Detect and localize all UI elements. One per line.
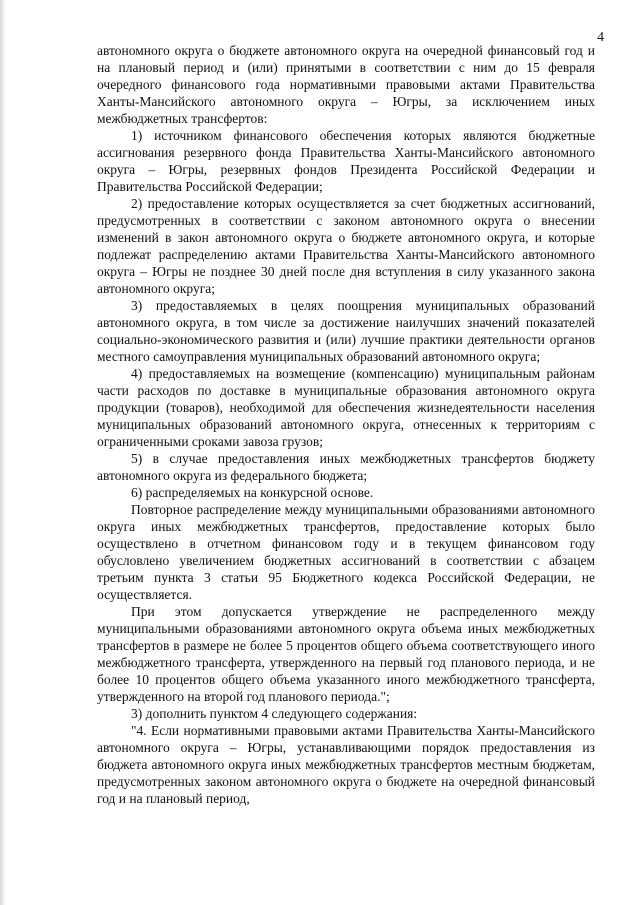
paragraph-item-4: 4) предоставляемых на возмещение (компенсацию) муниципальным районам части расходов по доставке в муниципальные образования автономного округа продукции (товаров), необходимой для обеспечения жизнедеятельности населения муниципальных образований автономного округа, отнесенных к территориям с ограниченными сроками завоза грузов; bbox=[97, 366, 595, 449]
document-body bbox=[97, 42, 595, 807]
paragraph-undistributed-volume: При этом допускается утверждение не распределенного между муниципальными образованиями автономного округа объема иных межбюджетных трансфертов в размере не более 5 процентов общего объема соответствующего иного межбюджетного трансферта, утвержденного на первый год планового периода, и не более 10 процентов общего объема указанного иного межбюджетного трансферта, утвержденного на второй год планового периода."; bbox=[97, 604, 595, 704]
paragraph-redistribution: Повторное распределение между муниципальными образованиями автономного округа иных межбюджетных трансфертов, предоставление которых было осуществлено в отчетном финансовом году и в текущем финансовом году обусловлено увеличением бюджетных ассигнований в соответствии с абзацем третьим пункта 3 статьи 95 Бюджетного кодекса Российской Федерации, не осуществляется. bbox=[97, 502, 595, 602]
paragraph-item-3: 3) предоставляемых в целях поощрения муниципальных образований автономного округа, в том числе за достижение наилучших значений показателей социально-экономического развития и (или) лучшие практики деятельности органов местного самоуправления муниципальных образований автономного округа; bbox=[97, 298, 595, 364]
paragraph-continuation: автономного округа о бюджете автономного округа на очередной финансовый год и на плановый период и (или) принятыми в соответствии с ним до 15 февраля очередного финансового года нормативными правовыми актами Правительства Ханты-Мансийского автономного округа – Югры, за исключением иных межбюджетных трансфертов: bbox=[97, 43, 595, 126]
paragraph-amendment-3: 3) дополнить пунктом 4 следующего содержания: bbox=[131, 706, 418, 721]
paragraph-item-1: 1) источником финансового обеспечения которых являются бюджетные ассигнования резервного фонда Правительства Ханты-Мансийского автономного округа – Югры, резервных фондов Президента Российской Федерации и Правительства Российской Федерации; bbox=[97, 128, 595, 194]
paragraph-point-4: "4. Если нормативными правовыми актами Правительства Ханты-Мансийского автономного округа – Югры, устанавливающими порядок предоставления из бюджета автономного округа иных межбюджетных трансфертов местным бюджетам, предусмотренных законом автономного округа о бюджете на очередной финансовый год и на плановый период, bbox=[97, 723, 595, 806]
page-number: 4 bbox=[597, 29, 604, 44]
paragraph-item-5: 5) в случае предоставления иных межбюджетных трансфертов бюджету автономного округа из федерального бюджета; bbox=[97, 451, 595, 483]
scan-binding-edge bbox=[0, 0, 6, 905]
paragraph-item-2: 2) предоставление которых осуществляется за счет бюджетных ассигнований, предусмотренных в соответствии с законом автономного округа о внесении изменений в закон автономного округа о бюджете автономного округа, и которые подлежат распределению актами Правительства Ханты-Мансийского автономного округа – Югры не позднее 30 дней после дня вступления в силу указанного закона автономного округа; bbox=[97, 196, 595, 296]
paragraph-item-6: 6) распределяемых на конкурсной основе. bbox=[131, 485, 374, 500]
